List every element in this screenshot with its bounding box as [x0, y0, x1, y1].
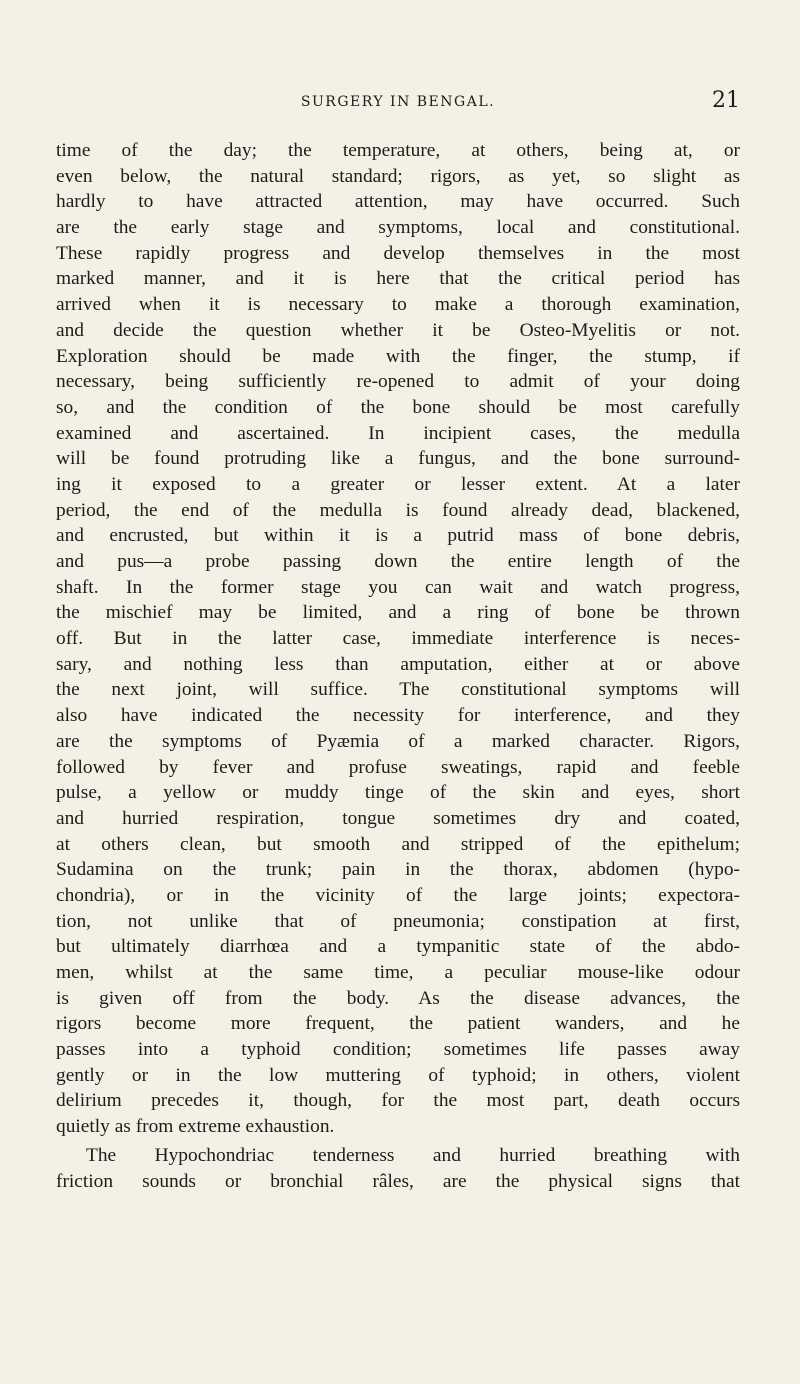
text-line: will be found protruding like a fungus, and the bone surround- — [56, 448, 740, 470]
text-line: so, and the condition of the bone should be most carefully — [56, 396, 740, 418]
text-line: quietly as from extreme exhaustion. — [56, 1116, 335, 1138]
text-line: but ultimately diarrhœa and a tympanitic state of the abdo- — [56, 936, 740, 958]
text-line: marked manner, and it is here that the critical period has — [56, 268, 740, 290]
text-line: and encrusted, but within it is a putrid mass of bone debris, — [56, 525, 740, 547]
text-line: followed by fever and profuse sweatings, rapid and feeble — [56, 756, 740, 778]
text-line: delirium precedes it, though, for the most part, death occurs — [56, 1090, 740, 1112]
text-line: and decide the question whether it be Osteo-Myelitis or not. — [56, 319, 740, 341]
running-title: SURGERY IN BENGAL. — [300, 94, 496, 110]
text-line: the mischief may be limited, and a ring of bone be thrown — [56, 602, 740, 624]
text-line: off. But in the latter case, immediate interference is neces- — [56, 628, 740, 650]
text-line: These rapidly progress and develop themselves in the most — [56, 242, 740, 264]
text-line: period, the end of the medulla is found already dead, blackened, — [56, 499, 740, 521]
text-line: chondria), or in the vicinity of the large joints; expectora- — [56, 884, 740, 906]
text-line: Exploration should be made with the finger, the stump, if — [56, 345, 740, 367]
paragraph — [56, 1143, 740, 1194]
text-line: examined and ascertained. In incipient cases, the medulla — [56, 422, 740, 444]
text-line: tion, not unlike that of pneumonia; constipation at first, — [56, 910, 740, 932]
body-text — [56, 138, 740, 1194]
text-line: hardly to have attracted attention, may have occurred. Such — [56, 191, 740, 213]
text-line: and pus—a probe passing down the entire length of the — [56, 551, 740, 572]
paragraph — [56, 138, 740, 1140]
text-line: sary, and nothing less than amputation, either at or above — [56, 653, 740, 675]
text-line: at others clean, but smooth and stripped of the epithelum; — [56, 833, 740, 855]
text-line: are the early stage and symptoms, local and constitutional. — [56, 217, 740, 239]
text-line: are the symptoms of Pyæmia of a marked character. Rigors, — [56, 730, 740, 752]
text-line: friction sounds or bronchial râles, are the physical signs that — [56, 1170, 740, 1192]
text-line: men, whilst at the same time, a peculiar mouse-like odour — [56, 962, 740, 983]
text-line: shaft. In the former stage you can wait and watch progress, — [56, 576, 740, 598]
text-line: arrived when it is necessary to make a thorough examination, — [56, 294, 740, 316]
text-line: passes into a typhoid condition; sometimes life passes away — [56, 1039, 740, 1061]
text-line: is given off from the body. As the disease advances, the — [56, 987, 740, 1009]
text-line: and hurried respiration, tongue sometimes dry and coated, — [56, 807, 740, 829]
text-line: also have indicated the necessity for interference, and they — [56, 705, 740, 727]
text-line: even below, the natural standard; rigors, as yet, so slight as — [56, 165, 740, 187]
text-line: the next joint, will suffice. The constitutional symptoms will — [56, 679, 740, 701]
running-head — [56, 88, 740, 118]
text-line: The Hypochondriac tenderness and hurried breathing with — [86, 1144, 740, 1166]
text-line: necessary, being sufficiently re-opened to admit of your doing — [56, 371, 740, 393]
text-line: rigors become more frequent, the patient wanders, and he — [56, 1013, 740, 1035]
page-number: 21 — [712, 88, 740, 113]
text-line: ing it exposed to a greater or lesser extent. At a later — [56, 473, 740, 495]
text-line: time of the day; the temperature, at others, being at, or — [56, 140, 740, 161]
text-line: gently or in the low muttering of typhoid; in others, violent — [56, 1064, 740, 1086]
text-line: pulse, a yellow or muddy tinge of the skin and eyes, short — [56, 782, 740, 804]
text-line: Sudamina on the trunk; pain in the thorax, abdomen (hypo- — [56, 859, 740, 881]
